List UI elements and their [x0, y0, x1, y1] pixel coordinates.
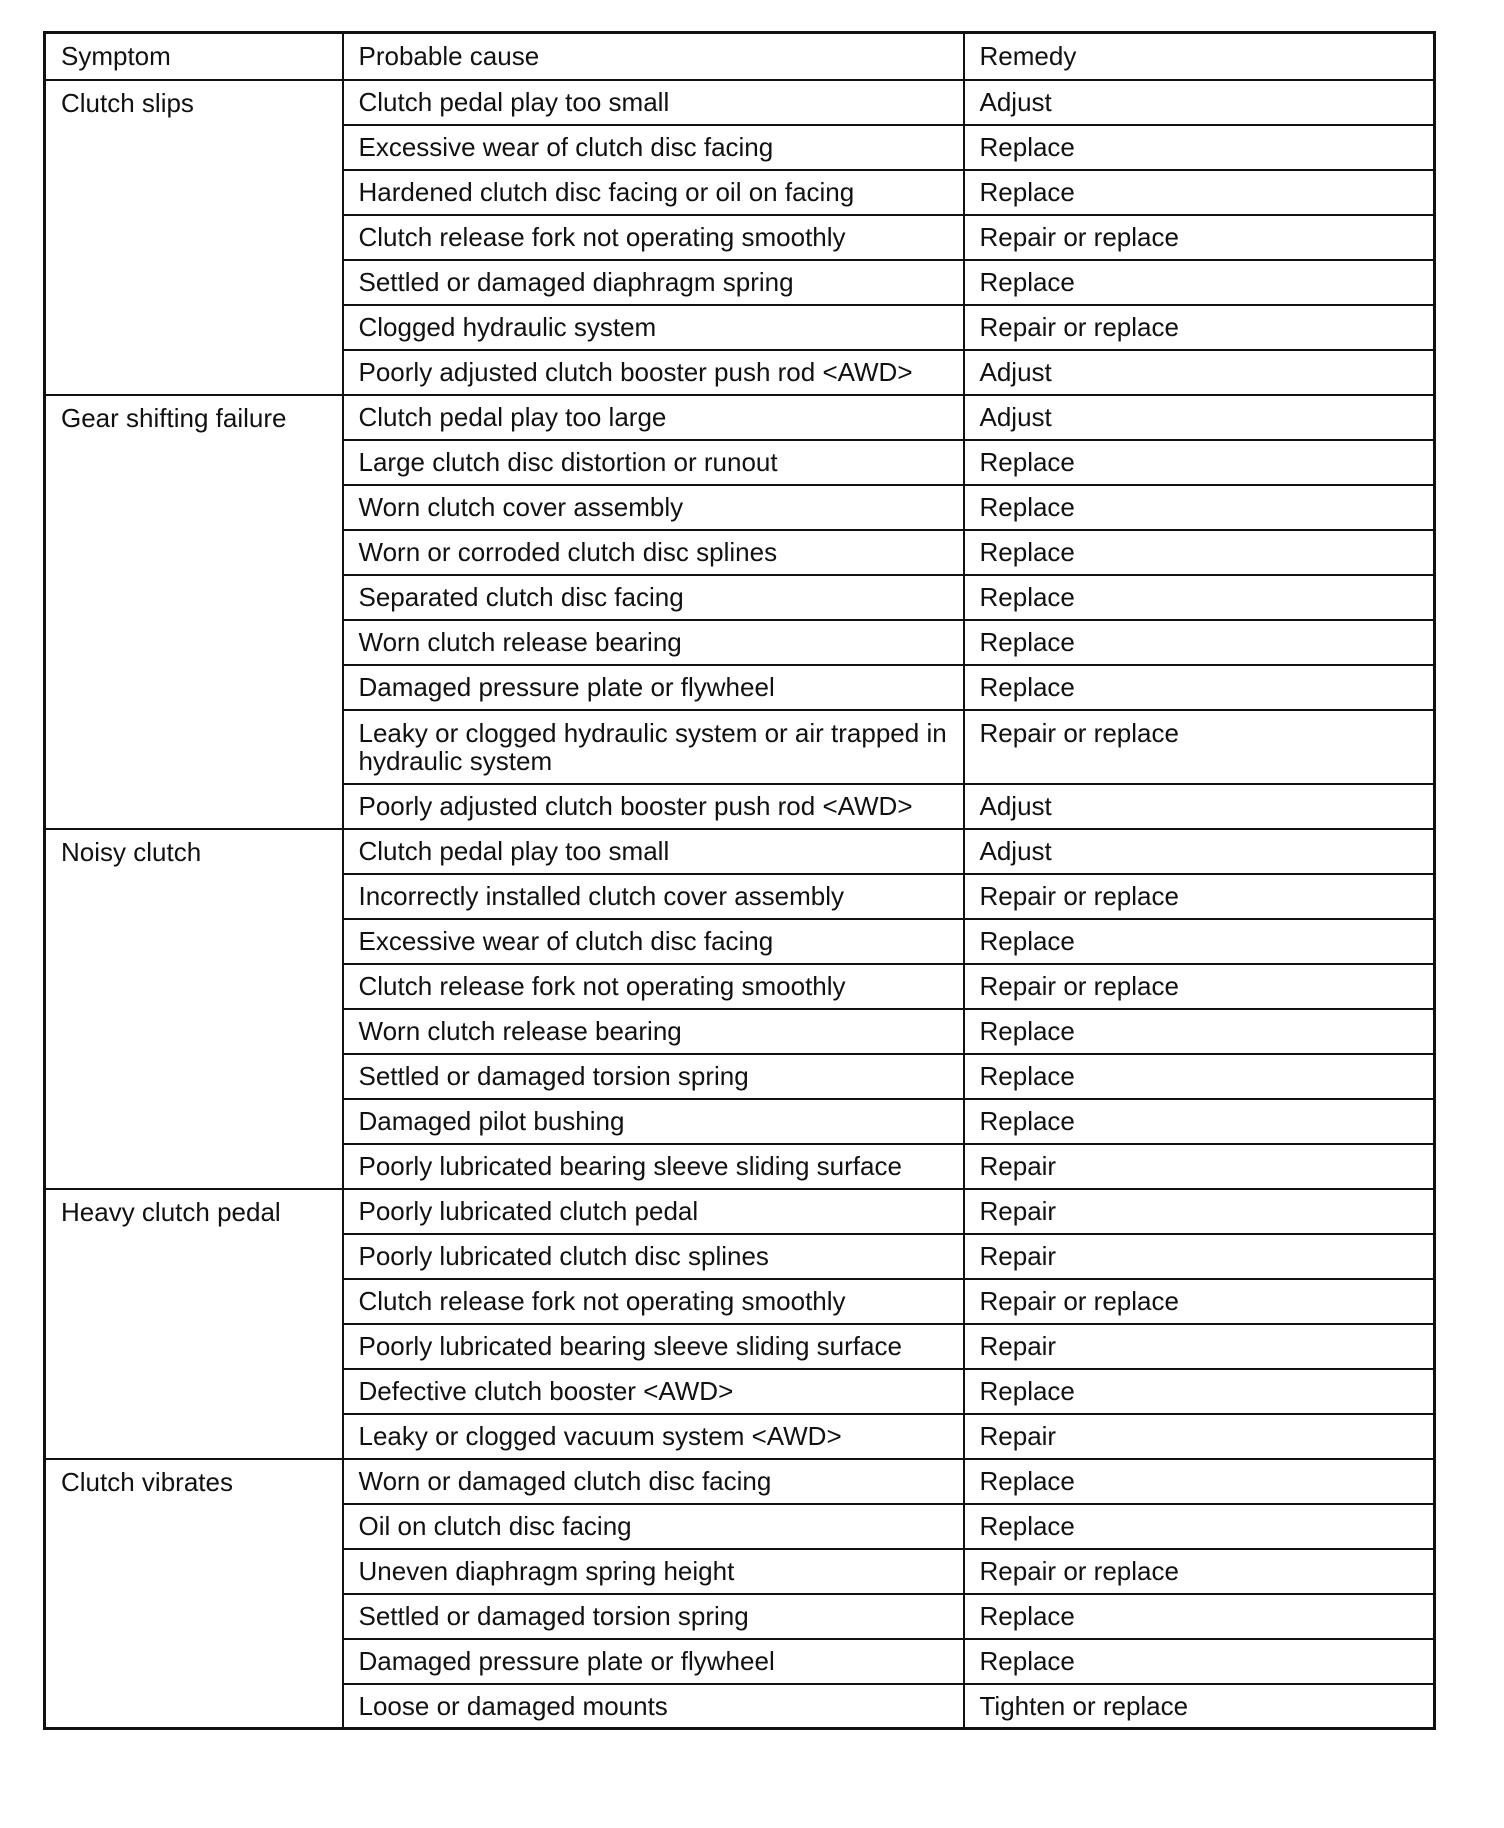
table-body: [45, 80, 1435, 1729]
remedy-cell: Replace: [964, 125, 1435, 170]
cause-cell: Incorrectly installed clutch cover assembly: [343, 874, 964, 919]
remedy-cell: Adjust: [964, 784, 1435, 829]
cause-cell: Clogged hydraulic system: [343, 305, 964, 350]
remedy-cell: Replace: [964, 1504, 1435, 1549]
cause-cell: Poorly adjusted clutch booster push rod <AWD>: [343, 350, 964, 395]
remedy-cell: Replace: [964, 1054, 1435, 1099]
cause-cell: Worn clutch cover assembly: [343, 485, 964, 530]
cause-cell: Large clutch disc distortion or runout: [343, 440, 964, 485]
cause-cell: Settled or damaged torsion spring: [343, 1054, 964, 1099]
remedy-cell: Tighten or replace: [964, 1684, 1435, 1729]
cause-cell: Damaged pressure plate or flywheel: [343, 1639, 964, 1684]
cause-cell: Clutch pedal play too small: [343, 829, 964, 874]
cause-cell: Excessive wear of clutch disc facing: [343, 919, 964, 964]
remedy-cell: Adjust: [964, 829, 1435, 874]
table-row: [45, 1189, 1435, 1234]
cause-cell: Clutch pedal play too large: [343, 395, 964, 440]
remedy-cell: Replace: [964, 1594, 1435, 1639]
cause-cell: Settled or damaged torsion spring: [343, 1594, 964, 1639]
remedy-cell: Repair: [964, 1189, 1435, 1234]
cause-cell: Worn clutch release bearing: [343, 620, 964, 665]
remedy-cell: Repair or replace: [964, 964, 1435, 1009]
troubleshooting-sheet: [43, 31, 1433, 1730]
remedy-cell: Replace: [964, 1369, 1435, 1414]
header-remedy: Remedy: [964, 33, 1435, 80]
remedy-cell: Replace: [964, 665, 1435, 710]
header-row: [45, 33, 1435, 80]
remedy-cell: Repair or replace: [964, 215, 1435, 260]
remedy-cell: Repair or replace: [964, 710, 1435, 784]
cause-cell: Clutch release fork not operating smoothly: [343, 1279, 964, 1324]
remedy-cell: Replace: [964, 440, 1435, 485]
cause-cell: Clutch pedal play too small: [343, 80, 964, 125]
cause-cell: Defective clutch booster <AWD>: [343, 1369, 964, 1414]
table-row: [45, 829, 1435, 874]
cause-cell: Leaky or clogged hydraulic system or air trapped in hydraulic system: [343, 710, 964, 784]
remedy-cell: Repair or replace: [964, 874, 1435, 919]
cause-cell: Loose or damaged mounts: [343, 1684, 964, 1729]
header-probable-cause: Probable cause: [343, 33, 964, 80]
cause-cell: Clutch release fork not operating smoothly: [343, 964, 964, 1009]
symptom-cell: Noisy clutch: [45, 829, 343, 1189]
table-row: [45, 1459, 1435, 1504]
cause-cell: Hardened clutch disc facing or oil on facing: [343, 170, 964, 215]
remedy-cell: Replace: [964, 1099, 1435, 1144]
symptom-cell: Clutch vibrates: [45, 1459, 343, 1729]
cause-cell: Worn or damaged clutch disc facing: [343, 1459, 964, 1504]
remedy-cell: Repair or replace: [964, 305, 1435, 350]
table-row: [45, 395, 1435, 440]
remedy-cell: Repair: [964, 1234, 1435, 1279]
symptom-cell: Clutch slips: [45, 80, 343, 395]
remedy-cell: Replace: [964, 919, 1435, 964]
cause-cell: Uneven diaphragm spring height: [343, 1549, 964, 1594]
cause-cell: Poorly lubricated clutch disc splines: [343, 1234, 964, 1279]
remedy-cell: Adjust: [964, 80, 1435, 125]
cause-cell: Poorly adjusted clutch booster push rod <AWD>: [343, 784, 964, 829]
remedy-cell: Replace: [964, 170, 1435, 215]
remedy-cell: Replace: [964, 1009, 1435, 1054]
remedy-cell: Repair or replace: [964, 1279, 1435, 1324]
remedy-cell: Replace: [964, 575, 1435, 620]
cause-cell: Poorly lubricated clutch pedal: [343, 1189, 964, 1234]
cause-cell: Poorly lubricated bearing sleeve sliding surface: [343, 1144, 964, 1189]
header-symptom: Symptom: [45, 33, 343, 80]
troubleshooting-table: [43, 31, 1436, 1730]
remedy-cell: Adjust: [964, 350, 1435, 395]
symptom-cell: Heavy clutch pedal: [45, 1189, 343, 1459]
remedy-cell: Replace: [964, 1459, 1435, 1504]
cause-cell: Clutch release fork not operating smoothly: [343, 215, 964, 260]
cause-cell: Worn or corroded clutch disc splines: [343, 530, 964, 575]
cause-cell: Oil on clutch disc facing: [343, 1504, 964, 1549]
remedy-cell: Replace: [964, 620, 1435, 665]
remedy-cell: Replace: [964, 530, 1435, 575]
cause-cell: Separated clutch disc facing: [343, 575, 964, 620]
remedy-cell: Repair: [964, 1414, 1435, 1459]
remedy-cell: Adjust: [964, 395, 1435, 440]
table-row: [45, 80, 1435, 125]
remedy-cell: Repair: [964, 1144, 1435, 1189]
cause-cell: Poorly lubricated bearing sleeve sliding surface: [343, 1324, 964, 1369]
remedy-cell: Replace: [964, 1639, 1435, 1684]
cause-cell: Worn clutch release bearing: [343, 1009, 964, 1054]
cause-cell: Excessive wear of clutch disc facing: [343, 125, 964, 170]
cause-cell: Damaged pilot bushing: [343, 1099, 964, 1144]
symptom-cell: Gear shifting failure: [45, 395, 343, 829]
cause-cell: Damaged pressure plate or flywheel: [343, 665, 964, 710]
cause-cell: Leaky or clogged vacuum system <AWD>: [343, 1414, 964, 1459]
remedy-cell: Repair or replace: [964, 1549, 1435, 1594]
remedy-cell: Replace: [964, 260, 1435, 305]
remedy-cell: Repair: [964, 1324, 1435, 1369]
remedy-cell: Replace: [964, 485, 1435, 530]
cause-cell: Settled or damaged diaphragm spring: [343, 260, 964, 305]
